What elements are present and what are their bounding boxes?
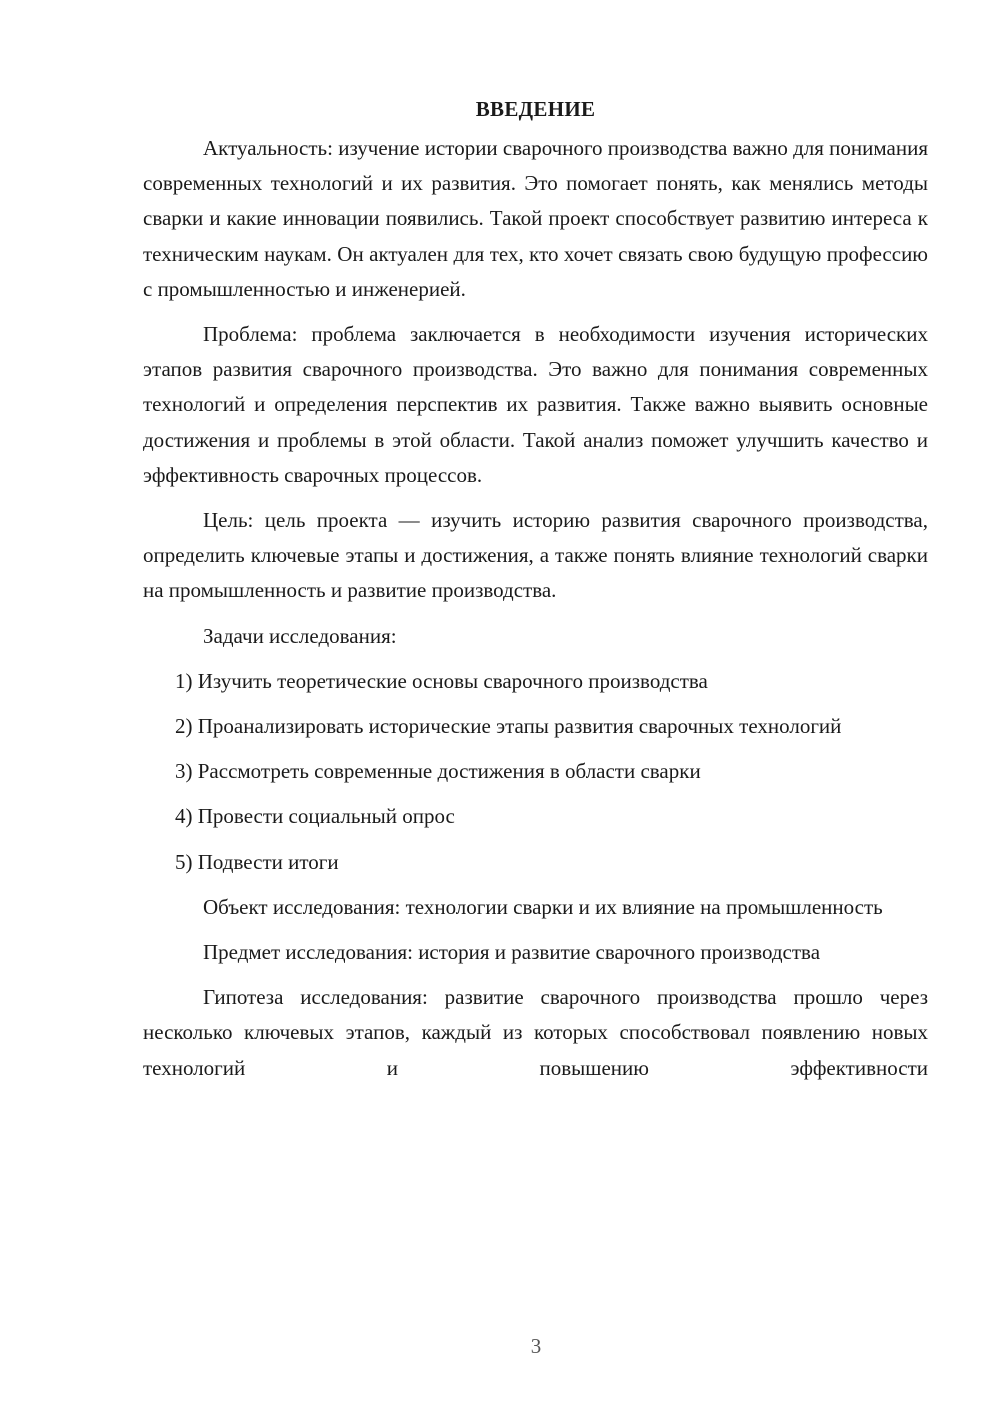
task-item-3: 3) Рассмотреть современные достижения в области сварки [175, 759, 701, 784]
hypothesis-paragraph: Гипотеза исследования: развитие сварочного производства прошло через несколько ключевых этапов, каждый из которых способствовал появлению новых технологий и повышению эффективности [143, 985, 928, 1080]
task-item-1: 1) Изучить теоретические основы сварочного производства [175, 668, 708, 693]
goal-paragraph: Цель: цель проекта — изучить историю развития сварочного производства, определить ключевые этапы и достижения, а также понять влияние технологий сварки на промышленность и развитие производства. [143, 508, 928, 603]
tasks-title: Задачи исследования: [203, 623, 397, 648]
relevance-paragraph: Актуальность: изучение истории сварочного производства важно для понимания современных технологий и их развития. Это помогает понять, как менялись методы сварки и какие инновации появились. Такой проект способствует развитию интереса к техническим наукам. Он актуален для тех, кто хочет связать свою будущую профессию с промышленностью и инженерией. [143, 136, 928, 301]
problem-paragraph: Проблема: проблема заключается в необходимости изучения исторических этапов развития сварочного производства. Это важно для понимания современных технологий и определения перспектив их развития. Также важно выявить основные достижения и проблемы в этой области. Такой анализ поможет улучшить качество и эффективность сварочных процессов. [143, 322, 928, 487]
section-heading: ВВЕДЕНИЕ [475, 97, 596, 121]
task-item-2: 2) Проанализировать исторические этапы развития сварочных технологий [175, 714, 842, 739]
object-paragraph: Объект исследования: технологии сварки и их влияние на промышленность [203, 894, 883, 919]
subject-paragraph: Предмет исследования: история и развитие сварочного производства [203, 940, 821, 965]
page-number: 3 [530, 1334, 542, 1358]
document-page [143, 92, 928, 1086]
task-item-4: 4) Провести социальный опрос [175, 804, 455, 829]
task-item-5: 5) Подвести итоги [175, 849, 339, 874]
